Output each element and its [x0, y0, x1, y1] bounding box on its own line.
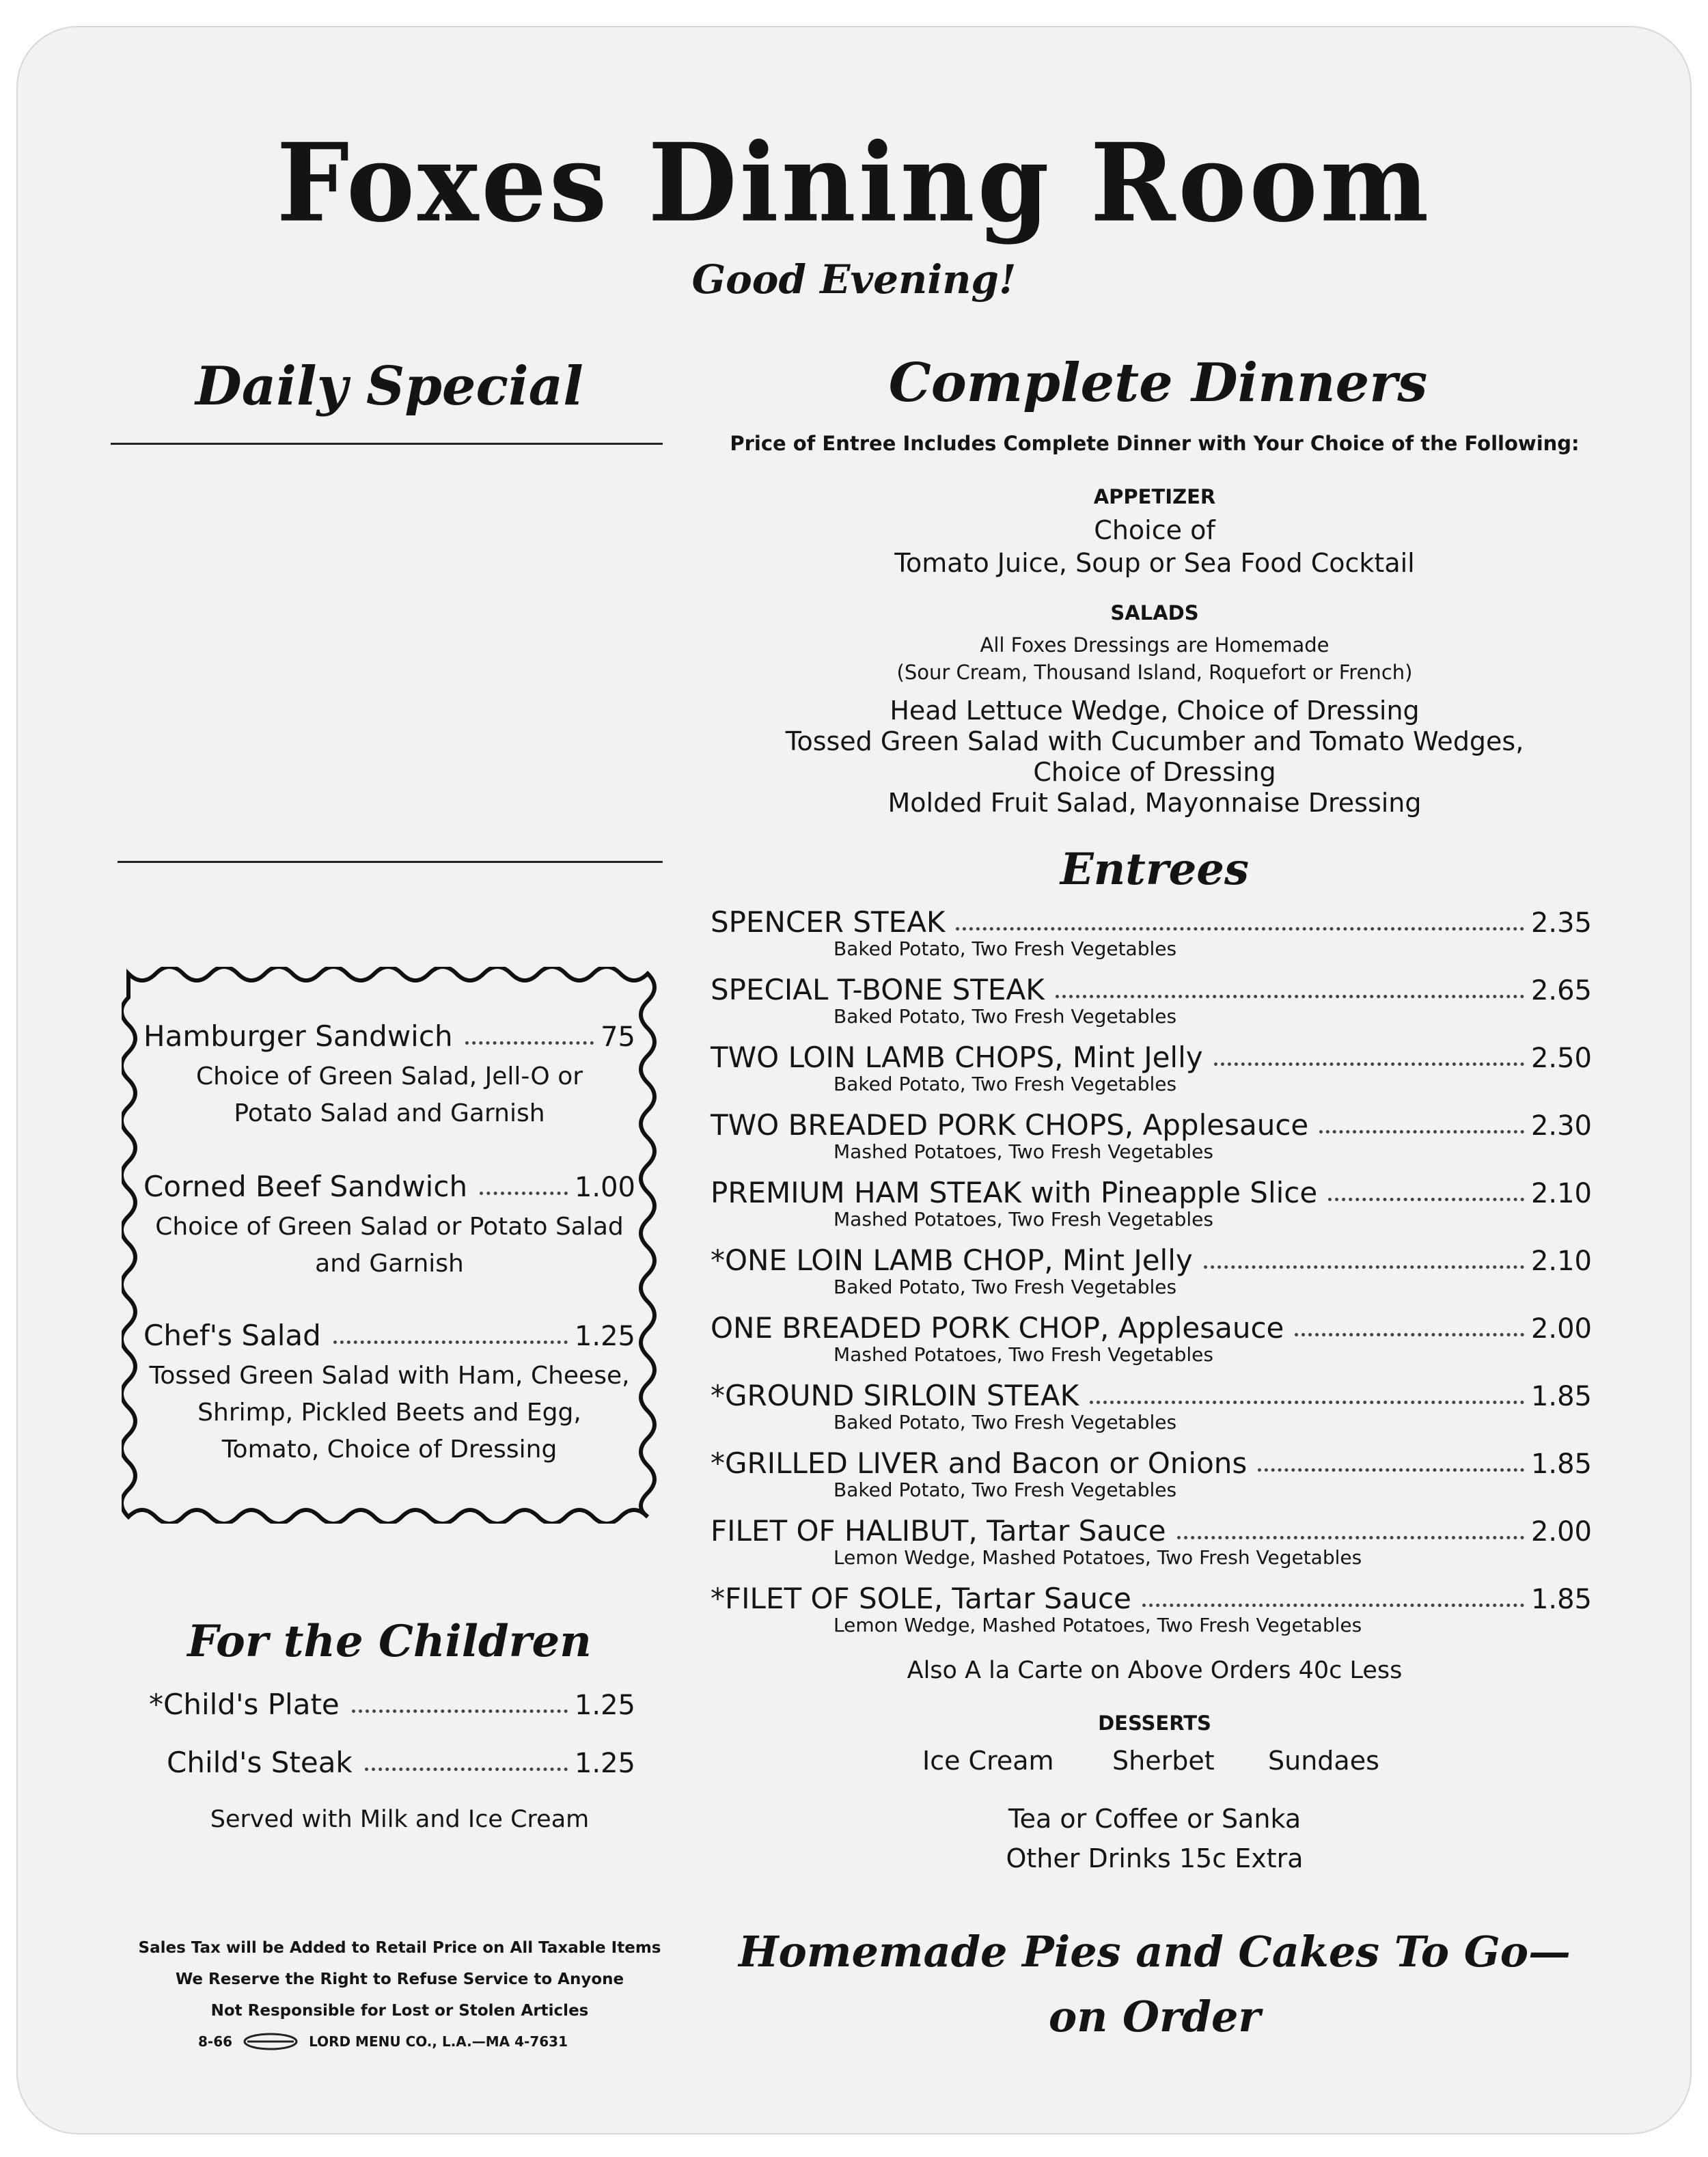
salads-note-line: All Foxes Dressings are Homemade	[980, 633, 1330, 657]
child-plate-row	[149, 1688, 635, 1721]
dot-leader	[1142, 1603, 1524, 1607]
daily-special-rule-top	[111, 443, 663, 445]
salad-line: Head Lettuce Wedge, Choice of Dressing	[890, 696, 1420, 726]
entree-name: *GROUND SIRLOIN STEAK	[711, 1379, 1079, 1412]
daily-special-rule-bottom	[118, 861, 663, 863]
entree-name: PREMIUM HAM STEAK with Pineapple Slice	[711, 1176, 1318, 1209]
entree-name: *ONE LOIN LAMB CHOP, Mint Jelly	[711, 1244, 1193, 1277]
dot-leader	[333, 1341, 568, 1344]
salads-note	[711, 631, 1599, 686]
entree-desc: Baked Potato, Two Fresh Vegetables	[834, 937, 1177, 960]
entree-desc: Lemon Wedge, Mashed Potatoes, Two Fresh Vegetables	[834, 1614, 1362, 1636]
menu-item-corned-beef	[143, 1170, 635, 1282]
appetizer-heading: APPETIZER	[1093, 485, 1216, 508]
printer-logo-icon	[243, 2033, 298, 2050]
dessert-sundaes: Sundaes	[1268, 1746, 1379, 1776]
salad-line: Choice of Dressing	[1033, 757, 1276, 787]
dot-leader	[1177, 1535, 1524, 1539]
item-name: Corned Beef Sandwich	[143, 1170, 468, 1203]
complete-dinners-heading: Complete Dinners	[888, 352, 1428, 414]
salads-heading: SALADS	[1110, 601, 1199, 624]
salads-lines	[711, 696, 1599, 819]
drinks-line: Tea or Coffee or Sanka	[1008, 1804, 1301, 1834]
entree-item	[711, 1171, 1592, 1231]
a-la-carte-note: Also A la Carte on Above Orders 40c Less	[907, 1657, 1403, 1684]
entree-name: TWO LOIN LAMB CHOPS, Mint Jelly	[711, 1041, 1203, 1074]
entree-item	[711, 1103, 1592, 1163]
entree-price: 1.85	[1530, 1381, 1592, 1412]
dot-leader	[1258, 1468, 1524, 1472]
entree-name: FILET OF HALIBUT, Tartar Sauce	[711, 1514, 1166, 1548]
entree-name: SPENCER STEAK	[711, 905, 946, 939]
printer-name: LORD MENU CO., L.A.—MA 4-7631	[309, 2033, 568, 2050]
entree-item	[711, 1374, 1592, 1433]
dot-leader	[365, 1768, 568, 1771]
desserts-heading: DESSERTS	[1098, 1712, 1211, 1735]
entree-item	[711, 1036, 1592, 1095]
entree-desc: Baked Potato, Two Fresh Vegetables	[834, 1411, 1177, 1433]
entree-name: TWO BREADED PORK CHOPS, Applesauce	[711, 1108, 1309, 1142]
entree-item	[711, 1509, 1592, 1569]
entrees-heading: Entrees	[1060, 844, 1250, 895]
entree-item	[711, 1239, 1592, 1298]
entree-price: 1.85	[1530, 1584, 1592, 1615]
entree-price: 2.65	[1530, 975, 1592, 1006]
dot-leader	[1056, 994, 1524, 998]
item-desc-line: Choice of Green Salad, Jell-O or	[195, 1062, 583, 1090]
item-desc-line: Shrimp, Pickled Beets and Egg,	[197, 1399, 581, 1427]
entree-item	[711, 1577, 1592, 1636]
appetizer-line: Choice of	[1094, 515, 1215, 545]
entree-item	[711, 1442, 1592, 1501]
printer-credit	[198, 2033, 568, 2050]
entree-desc: Baked Potato, Two Fresh Vegetables	[834, 1005, 1177, 1028]
item-price: 75	[601, 1021, 635, 1053]
salads-note-line: (Sour Cream, Thousand Island, Roquefort or French)	[896, 661, 1413, 684]
salad-line: Tossed Green Salad with Cucumber and Tomato Wedges,	[785, 726, 1524, 756]
entree-price: 2.00	[1530, 1313, 1592, 1345]
dinners-intro: Price of Entree Includes Complete Dinner with Your Choice of the Following:	[730, 432, 1580, 455]
entree-item	[711, 968, 1592, 1028]
entree-name: *GRILLED LIVER and Bacon or Onions	[711, 1446, 1248, 1480]
item-desc-line: and Garnish	[315, 1250, 464, 1278]
entree-item	[711, 1306, 1592, 1366]
dot-leader	[480, 1192, 568, 1195]
child-steak-row	[167, 1746, 635, 1779]
appetizer-line: Tomato Juice, Soup or Sea Food Cocktail	[894, 548, 1415, 578]
pies-line-1: Homemade Pies and Cakes To Go—	[738, 1927, 1571, 1977]
drinks-line: Other Drinks 15c Extra	[1006, 1843, 1304, 1873]
dessert-sherbet: Sherbet	[1112, 1746, 1215, 1776]
dessert-ice-cream: Ice Cream	[922, 1746, 1054, 1776]
fine-print	[109, 1932, 690, 2027]
dot-leader	[956, 926, 1524, 931]
greeting: Good Evening!	[691, 256, 1017, 303]
item-name: *Child's Plate	[149, 1688, 340, 1721]
dot-leader	[352, 1709, 568, 1713]
entree-price: 2.10	[1530, 1246, 1592, 1277]
daily-special-heading: Daily Special	[195, 355, 583, 417]
children-heading: For the Children	[187, 1616, 592, 1667]
restaurant-title: Foxes Dining Room	[276, 120, 1432, 247]
item-desc-line: Potato Salad and Garnish	[234, 1099, 545, 1127]
item-price: 1.00	[574, 1172, 635, 1203]
children-note: Served with Milk and Ice Cream	[210, 1806, 590, 1833]
item-desc-line: Tomato, Choice of Dressing	[221, 1435, 557, 1464]
item-desc-line: Tossed Green Salad with Ham, Cheese,	[149, 1362, 630, 1390]
item-name: Chef's Salad	[143, 1319, 321, 1352]
entree-price: 2.00	[1530, 1516, 1592, 1548]
entree-desc: Baked Potato, Two Fresh Vegetables	[834, 1479, 1177, 1501]
entree-desc: Mashed Potatoes, Two Fresh Vegetables	[834, 1343, 1213, 1366]
fine-print-line: Sales Tax will be Added to Retail Price on All Taxable Items	[138, 1939, 661, 1957]
entree-desc: Mashed Potatoes, Two Fresh Vegetables	[834, 1208, 1213, 1231]
entree-desc: Baked Potato, Two Fresh Vegetables	[834, 1276, 1177, 1298]
dot-leader	[1090, 1400, 1524, 1404]
drinks	[711, 1799, 1599, 1878]
entree-price: 2.50	[1530, 1043, 1592, 1074]
entree-name: SPECIAL T-BONE STEAK	[711, 973, 1045, 1006]
item-price: 1.25	[574, 1690, 635, 1721]
item-price: 1.25	[574, 1748, 635, 1779]
pies-line-2: on Order	[1048, 1992, 1261, 2042]
dot-leader	[1295, 1332, 1524, 1336]
salad-line: Molded Fruit Salad, Mayonnaise Dressing	[887, 788, 1422, 818]
dot-leader	[465, 1041, 594, 1045]
item-price: 1.25	[574, 1321, 635, 1352]
entree-price: 2.30	[1530, 1110, 1592, 1142]
entree-name: ONE BREADED PORK CHOP, Applesauce	[711, 1311, 1284, 1345]
dot-leader	[1319, 1129, 1524, 1134]
menu-item-chefs-salad	[143, 1319, 635, 1468]
entree-price: 1.85	[1530, 1448, 1592, 1480]
entree-item	[711, 901, 1592, 960]
printer-code: 8-66	[198, 2033, 233, 2050]
entree-desc: Mashed Potatoes, Two Fresh Vegetables	[834, 1140, 1213, 1163]
menu-item-hamburger	[143, 1019, 635, 1132]
entree-price: 2.35	[1530, 907, 1592, 939]
fine-print-line: We Reserve the Right to Refuse Service to Anyone	[175, 1970, 624, 1988]
item-name: Child's Steak	[167, 1746, 353, 1779]
dot-leader	[1204, 1265, 1524, 1269]
entree-desc: Lemon Wedge, Mashed Potatoes, Two Fresh Vegetables	[834, 1546, 1362, 1569]
item-name: Hamburger Sandwich	[143, 1019, 453, 1053]
entree-name: *FILET OF SOLE, Tartar Sauce	[711, 1582, 1131, 1615]
fine-print-line: Not Responsible for Lost or Stolen Articles	[210, 2002, 589, 2020]
dot-leader	[1328, 1197, 1524, 1201]
item-desc-line: Choice of Green Salad or Potato Salad	[155, 1213, 624, 1241]
entree-price: 2.10	[1530, 1178, 1592, 1209]
entree-desc: Baked Potato, Two Fresh Vegetables	[834, 1073, 1177, 1095]
appetizer-lines	[711, 514, 1599, 579]
dot-leader	[1214, 1062, 1524, 1066]
